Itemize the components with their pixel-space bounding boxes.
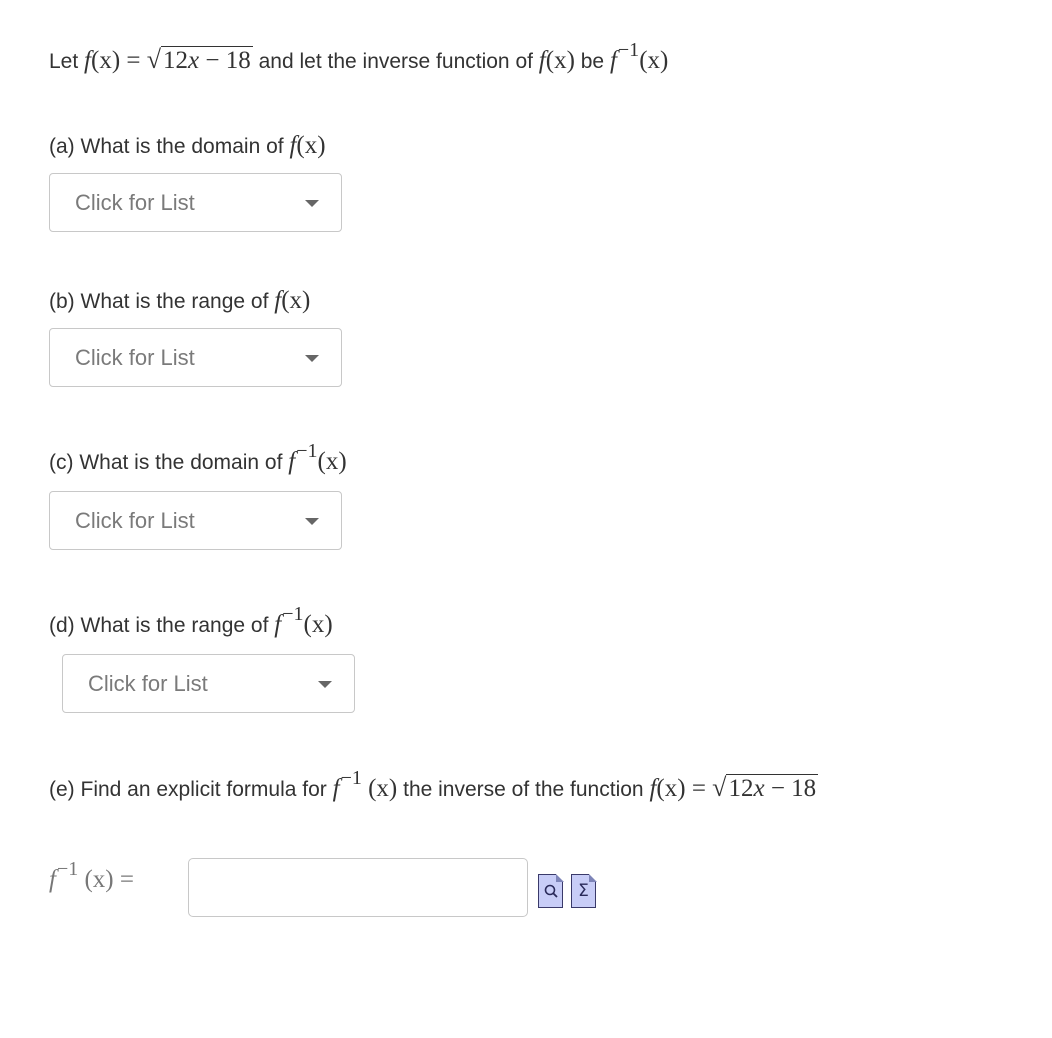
- preview-button[interactable]: [538, 874, 563, 908]
- question-b-label: (b) What is the range of f(x): [49, 287, 311, 314]
- chevron-down-icon: [305, 355, 319, 362]
- inverse-formula-input[interactable]: [188, 858, 528, 917]
- question-c-select[interactable]: Click for List: [49, 491, 342, 550]
- intro-let-text: Let: [49, 50, 79, 73]
- intro-be-text: be: [580, 50, 605, 73]
- chevron-down-icon: [305, 200, 319, 207]
- magnifier-icon: [539, 883, 562, 901]
- sigma-icon: Σ: [578, 881, 589, 901]
- intro-statement: [49, 39, 669, 76]
- sqrt-expression: √12x − 18: [146, 45, 251, 74]
- question-e-label: (e) Find an explicit formula for $f^{-1}$ (x) the inverse of the function f(x) = √12x − 18: [49, 767, 817, 802]
- function-ref: f(x): [538, 47, 575, 74]
- function-expression: f(x) = √12x − 18: [84, 45, 251, 74]
- answer-lhs: $f^{-1}$ (x) =: [49, 858, 134, 893]
- intro-middle-text: and let the inverse function of: [258, 50, 533, 73]
- question-c-label: (c) What is the domain of $f^{-1}(x)$: [49, 440, 347, 475]
- question-d-select[interactable]: Click for List: [62, 654, 355, 713]
- question-a-label: (a) What is the domain of f(x): [49, 132, 326, 159]
- question-b-select[interactable]: Click for List: [49, 328, 342, 387]
- inverse-function-ref: $f^{-1}(x)$: [609, 39, 669, 74]
- question-d-label: (d) What is the range of $f^{-1}(x)$: [49, 603, 333, 638]
- equation-editor-button[interactable]: [571, 874, 596, 908]
- chevron-down-icon: [318, 681, 332, 688]
- chevron-down-icon: [305, 518, 319, 525]
- question-a-select[interactable]: Click for List: [49, 173, 342, 232]
